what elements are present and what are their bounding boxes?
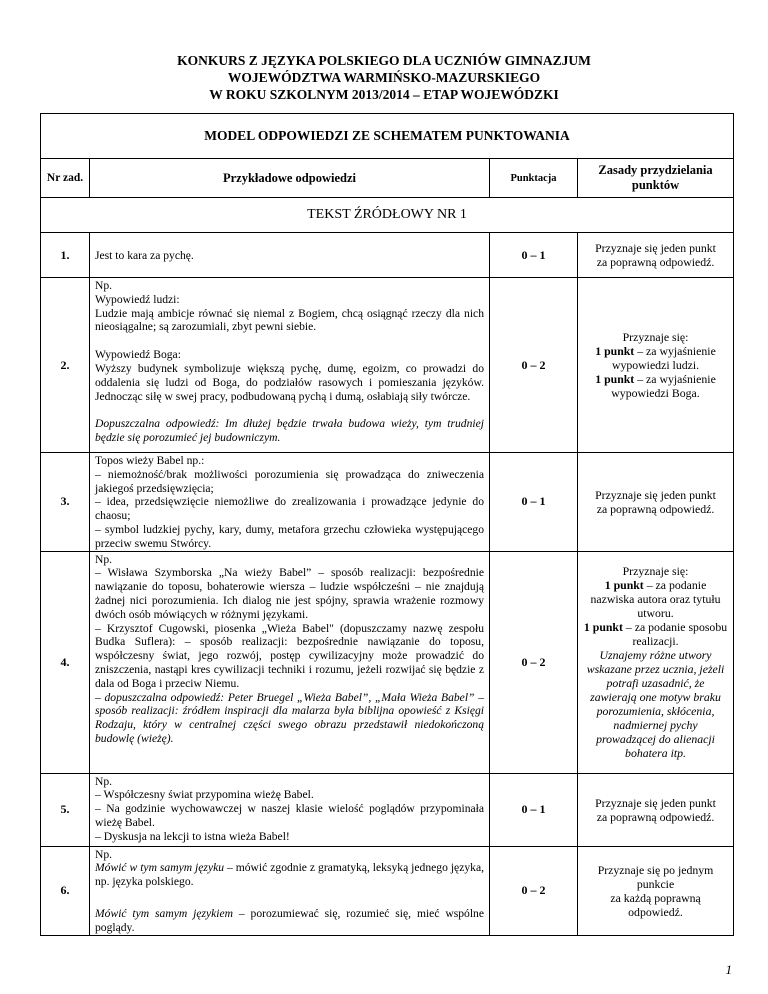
rule-point-2 — [583, 372, 728, 400]
task-number: 3. — [41, 453, 90, 552]
phrase-text: – mówić zgodnie z gramatyką, leksyką jednego języka, np. języka polskiego. — [95, 861, 484, 889]
task-number: 2. — [41, 278, 90, 453]
table-row — [41, 278, 734, 453]
answer-line: – symbol ludzkiej pychy, kary, dumy, metafora grzechu człowieka występującego przeciw swemu Stwórcy. — [95, 522, 484, 550]
answer-cell — [90, 551, 490, 773]
table-header-row — [41, 159, 734, 198]
rule-text: – za wyjaśnienie wypowiedzi Boga. — [611, 372, 716, 400]
points-cell: 0 – 2 — [490, 278, 578, 453]
spacer — [95, 334, 484, 348]
points-cell: 0 – 2 — [490, 551, 578, 773]
task-number: 5. — [41, 773, 90, 846]
page-number: 1 — [725, 962, 732, 977]
rule-cell — [578, 773, 734, 846]
header-line-3: W ROKU SZKOLNYM 2013/2014 – ETAP WOJEWÓDZKI — [209, 87, 559, 102]
answer-line: – Dyskusja na lekcji to istna wieża Babel! — [95, 829, 290, 843]
answer-line: Topos wieży Babel np.: — [95, 454, 205, 467]
task-number: 6. — [41, 846, 90, 935]
rule-line: za poprawną odpowiedź. — [596, 255, 715, 269]
answer-line: Wyższy budynek symbolizuje większą pychę, dumę, egoizm, co prowadzi do oddalenia się ludzi od Boga, do podziałów rasowych i pomieszania języków. Jednocząc siłę w swej pracy, podbudowaną pychą i dumą, osłabiają siły twórcze. — [95, 361, 484, 403]
rule-note: Uznajemy różne utwory wskazane przez ucznia, jeżeli potrafi uzasadnić, że zawierają one motyw braku porozumienia, skłócenia, nadmiernej pychy prowadzącej do alienacji bohatera itp. — [586, 648, 725, 761]
document-header — [0, 52, 768, 103]
scoring-table — [40, 113, 734, 936]
answer-cell — [90, 278, 490, 453]
table-row — [41, 233, 734, 278]
header-line-1: KONKURS Z JĘZYKA POLSKIEGO DLA UCZNIÓW GIMNAZJUM — [177, 53, 591, 68]
answer-line: Wypowiedź ludzi: — [95, 292, 180, 306]
rule-text: – za podanie sposobu realizacji. — [625, 620, 728, 649]
table-row — [41, 453, 734, 552]
rule-cell — [578, 278, 734, 453]
spacer — [95, 889, 484, 907]
answer-line: – Krzysztof Cugowski, piosenka „Wieża Babel" (dopuszczamy nazwę zespołu Budka Suflera): – sposób realizacji: bezpośrednie nawiązanie do toposu, współczesny świat, jego rozwój, postęp cywilizacyjny może prowadzić do zniszczenia, nastąpi kres cywilizacji techniki i rozumu, jeżeli rozwijać się będzie z dala od Boga i przeciw Niemu. — [95, 621, 484, 690]
rule-intro: Przyznaje się: — [622, 330, 689, 344]
rule-text: – za podanie nazwiska autora oraz tytułu utworu. — [590, 578, 721, 621]
header-line-2: WOJEWÓDZTWA WARMIŃSKO-MAZURSKIEGO — [227, 70, 541, 85]
answer-alternative: – dopuszczalna odpowiedź: Peter Bruegel „Wieża Babel”, „Mała Wieża Babel” – sposób realizacji: źródłem inspiracji dla malarza była biblijna opowieść z Księgi Rodzaju, który w centralnej części swego obrazu przedstawił niedokończoną budowlę (wieżę). — [95, 690, 484, 745]
points-cell: 0 – 1 — [490, 453, 578, 552]
col-header-answers: Przykładowe odpowiedzi — [90, 159, 490, 198]
answer-line: Jest to kara za pychę. — [95, 248, 194, 262]
rule-cell — [578, 453, 734, 552]
rule-line: za poprawną odpowiedź. — [596, 501, 715, 516]
answer-line: Np. — [95, 552, 113, 566]
table-row — [41, 846, 734, 935]
spacer — [95, 403, 484, 417]
answer-line: Np. — [95, 847, 113, 861]
rule-cell — [578, 846, 734, 935]
rule-line: za poprawną odpowiedź. — [596, 809, 715, 824]
answer-alternative: Dopuszczalna odpowiedź: Im dłużej będzie trwała budowa wieży, tym trudniej będzie się porozumieć jej budowniczym. — [95, 417, 484, 445]
rule-line: Przyznaje się jeden punkt — [595, 241, 716, 255]
rule-point-1 — [583, 344, 728, 372]
answer-cell — [90, 773, 490, 846]
rule-bold: 1 punkt — [595, 372, 635, 386]
answer-line: Np. — [95, 774, 113, 788]
section-title: TEKST ŹRÓDŁOWY NR 1 — [41, 198, 734, 233]
answer-line: – idea, przedsięwzięcie niemożliwe do zrealizowania i prowadzące jedynie do chaosu; — [95, 495, 484, 523]
rule-line: za każdą poprawną odpowiedź. — [610, 890, 701, 919]
rule-cell — [578, 233, 734, 278]
answer-line: Wypowiedź Boga: — [95, 348, 181, 362]
points-cell: 0 – 2 — [490, 846, 578, 935]
answer-line: Np. — [95, 279, 113, 292]
rule-text: – za wyjaśnienie wypowiedzi ludzi. — [611, 344, 716, 372]
rule-line: Przyznaje się jeden punkt — [595, 487, 716, 502]
task-number: 1. — [41, 233, 90, 278]
phrase-italic: Mówić tym samym językiem — [95, 906, 234, 920]
answer-item-1 — [95, 861, 484, 889]
answer-line: – Wisława Szymborska „Na wieży Babel” – sposób realizacji: bezpośrednie nawiązanie do toposu, bohaterowie wiersza – ludzie współcześni – nie znajdują żadnej nici porozumienia. Ich dialog nie jest spójny, sprawia wrażenie rozmowy dwóch osób mówiących w różnymi językami. — [95, 566, 484, 621]
model-title: MODEL ODPOWIEDZI ZE SCHEMATEM PUNKTOWANIA — [41, 114, 734, 159]
col-header-nr: Nr zad. — [41, 159, 90, 198]
rule-line: Przyznaje się jeden punkt — [595, 795, 716, 810]
rule-intro: Przyznaje się: — [622, 564, 689, 579]
rule-bold: 1 punkt — [583, 620, 623, 635]
phrase-italic: Mówić w tym samym języku — [95, 861, 225, 875]
table-row — [41, 773, 734, 846]
answer-cell — [90, 453, 490, 552]
phrase-text: – porozumiewać się, rozumieć się, mieć wspólne poglądy. — [95, 906, 484, 934]
points-cell: 0 – 1 — [490, 233, 578, 278]
answer-cell — [90, 846, 490, 935]
task-number: 4. — [41, 551, 90, 773]
col-header-points: Punktacja — [490, 159, 578, 198]
answer-cell — [90, 233, 490, 278]
answer-line: – Współczesny świat przypomina wieżę Babel. — [95, 788, 314, 802]
rule-line: Przyznaje się po jednym punkcie — [597, 862, 714, 891]
rule-cell — [578, 551, 734, 773]
answer-line: Ludzie mają ambicje równać się niemal z Bogiem, chcą osiągnąć rzeczy dla nich nieosiągalne; są zarozumiali, zbyt pewni siebie. — [95, 306, 484, 334]
answer-item-2 — [95, 907, 484, 935]
col-header-rules: Zasady przydzielania punktów — [578, 159, 734, 198]
rule-bold: 1 punkt — [604, 578, 644, 593]
rule-point-2 — [583, 620, 728, 648]
answer-line: – Na godzinie wychowawczej w naszej klasie wielość poglądów przypominała wieżę Babel. — [95, 802, 484, 829]
table-row — [41, 551, 734, 773]
points-cell: 0 – 1 — [490, 773, 578, 846]
answer-line: – niemożność/brak możliwości porozumienia się prowadząca do zniweczenia jakiegoś przedsięwzięcia; — [95, 467, 484, 495]
rule-bold: 1 punkt — [595, 344, 635, 358]
rule-point-1 — [583, 578, 728, 620]
